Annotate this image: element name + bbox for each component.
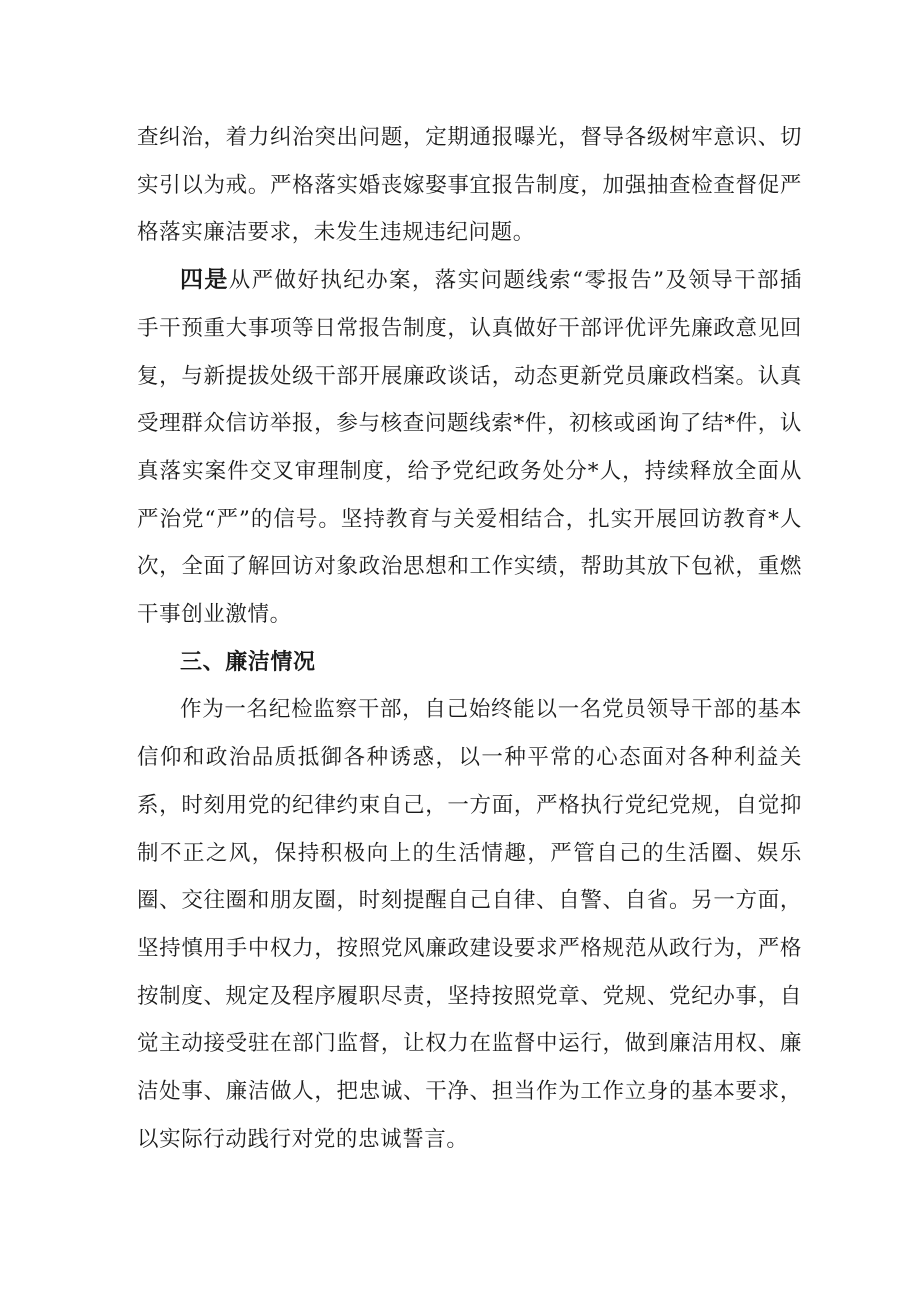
paragraph-2-text: 从严做好执纪办案，落实问题线索“零报告”及领导干部插手干预重大事项等日常报告制度，认真做好干部评优评先廉政意见回复，与新提拔处级干部开展廉政谈话，动态更新党员廉政档案。认真受理群众信访举报，参与核查问题线索*件，初核或函询了结*件，认真落实案件交叉审理制度，给予党纪政务处分*人，持续释放全面从严治党“严”的信号。坚持教育与关爱相结合，扎实开展回访教育*人次，全面了解回访对象政治思想和工作实绩，帮助其放下包袱，重燃干事创业激情。 bbox=[137, 268, 802, 628]
paragraph-2-lead: 四是 bbox=[180, 267, 229, 294]
paragraph-four bbox=[137, 257, 802, 639]
paragraph-integrity bbox=[137, 686, 802, 1163]
paragraph-3-text: 作为一名纪检监察干部，自己始终能以一名党员领导干部的基本信仰和政治品质抵御各种诱惑，以一种平常的心态面对各种利益关系，时刻用党的纪律约束自己，一方面，严格执行党纪党规，自觉抑制不正之风，保持积极向上的生活情趣，严管自己的生活圈、娱乐圈、交往圈和朋友圈，时刻提醒自己自律、自警、自省。另一方面，坚持慎用手中权力，按照党风廉政建设要求严格规范从政行为，严格按制度、规定及程序履职尽责，坚持按照党章、党规、党纪办事，自觉主动接受驻在部门监督，让权力在监督中运行，做到廉洁用权、廉洁处事、廉洁做人，把忠诚、干净、担当作为工作立身的基本要求，以实际行动践行对党的忠诚誓言。 bbox=[137, 697, 802, 1152]
paragraph-continued bbox=[137, 114, 802, 257]
document-body bbox=[137, 114, 802, 1163]
section-heading: 三、廉洁情况 bbox=[180, 649, 316, 675]
paragraph-1-text: 查纠治，着力纠治突出问题，定期通报曝光，督导各级树牢意识、切实引以为戒。严格落实婚丧嫁娶事宜报告制度，加强抽查检查督促严格落实廉洁要求，未发生违规违纪问题。 bbox=[137, 125, 802, 246]
